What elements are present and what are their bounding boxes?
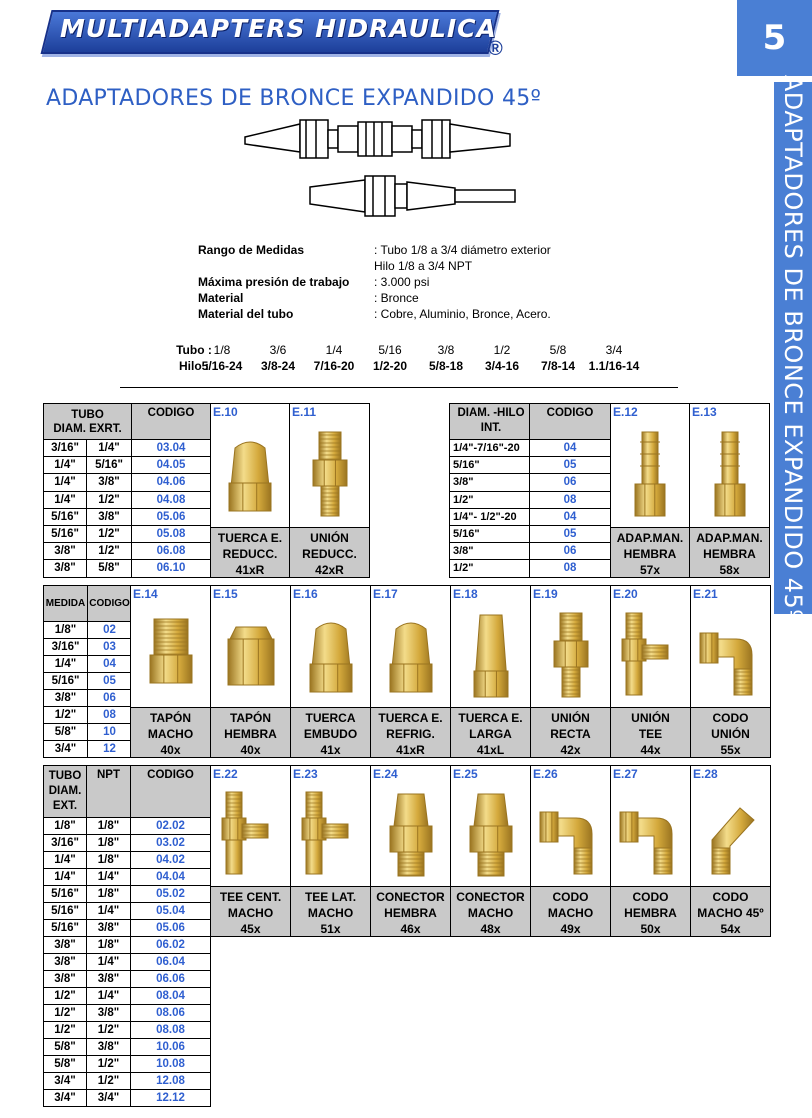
table-cell: 03.02 xyxy=(131,835,211,852)
brand-logo-text: MULTIADAPTERS HIDRAULICA xyxy=(60,14,497,43)
spec-label: Máxima presión de trabajo xyxy=(198,275,350,289)
caption-line: 51x xyxy=(320,922,341,936)
product-code: E.10 xyxy=(213,405,238,419)
table-cell: 06 xyxy=(530,543,611,560)
product-code: E.25 xyxy=(453,767,478,781)
product-card-e12[interactable] xyxy=(610,403,690,578)
product-caption xyxy=(290,527,369,577)
column-header: CODIGO xyxy=(530,404,611,440)
tubo-size: 5/8 xyxy=(549,343,567,357)
table-cell: 1/4" xyxy=(44,492,87,509)
table-cell: 10 xyxy=(88,724,132,741)
table-cell: 3/8" xyxy=(87,971,131,988)
tubo-label: Tubo : xyxy=(176,343,212,357)
table-cell: 1/4" xyxy=(44,869,87,886)
caption-line: 46x xyxy=(400,922,421,936)
product-code: E.14 xyxy=(133,587,158,601)
elbow-icon xyxy=(691,602,770,707)
barb-icon xyxy=(611,420,689,527)
tubo-size: 1/2 xyxy=(493,343,511,357)
product-caption xyxy=(211,886,290,936)
product-card-e25[interactable] xyxy=(450,765,531,937)
hilo-size: 1.1/16-14 xyxy=(588,359,640,373)
table-cell: 5/16" xyxy=(450,457,530,474)
table-cell: 02.02 xyxy=(131,818,211,835)
table-cell: 05.06 xyxy=(132,509,211,526)
product-card-e27[interactable] xyxy=(610,765,691,937)
product-code: E.11 xyxy=(292,405,317,419)
caption-line: UNIÓN xyxy=(551,711,590,725)
table-cell: 1/4" xyxy=(44,457,87,474)
product-caption xyxy=(371,707,450,757)
tubo-size: 1/8 xyxy=(213,343,231,357)
table-cell: 02 xyxy=(88,622,132,639)
divider-line xyxy=(120,387,678,388)
table-cell: 10.08 xyxy=(131,1056,211,1073)
table-cell: 5/16" xyxy=(450,526,530,543)
table-cell: 08 xyxy=(88,707,132,724)
caption-line: TAPÓN xyxy=(149,711,192,725)
union-icon xyxy=(290,420,369,527)
table-cell: 04 xyxy=(530,509,611,526)
caption-line: CODO xyxy=(712,890,749,904)
fitting-assembly-drawing xyxy=(240,112,530,222)
caption-line: MACHO xyxy=(547,906,594,920)
hilo-size: 1/2-20 xyxy=(372,359,408,373)
table-cell: 5/16" xyxy=(44,920,87,937)
table-cell: 05 xyxy=(530,526,611,543)
product-code: E.16 xyxy=(293,587,318,601)
table-cell: 1/8" xyxy=(87,835,131,852)
nut-icon xyxy=(291,602,370,707)
cap-icon xyxy=(211,602,290,707)
caption-line: ADAP.MAN. xyxy=(696,531,763,545)
table-cell: 04 xyxy=(530,440,611,457)
product-card-e16[interactable] xyxy=(290,585,371,758)
product-card-e24[interactable] xyxy=(370,765,451,937)
caption-line: TUERCA E. xyxy=(217,531,283,545)
product-code: E.22 xyxy=(213,767,238,781)
caption-line: HEMBRA xyxy=(703,547,756,561)
table-cell: 3/8" xyxy=(450,474,530,491)
table-cell: 05.02 xyxy=(131,886,211,903)
table-cell: 3/16" xyxy=(44,835,87,852)
table-cell: 3/8" xyxy=(44,954,87,971)
table-cell: 1/2" xyxy=(87,492,132,509)
table-cell: 1/2" xyxy=(44,988,87,1005)
table-cell: 3/8" xyxy=(87,1039,131,1056)
product-caption xyxy=(291,707,370,757)
caption-line: CODO xyxy=(632,890,669,904)
caption-line: TEE CENT. xyxy=(219,890,282,904)
product-caption xyxy=(531,707,610,757)
table-cell: 3/8" xyxy=(87,1005,131,1022)
table-cell: 10.06 xyxy=(131,1039,211,1056)
product-caption xyxy=(611,886,690,936)
tubo-size: 3/4 xyxy=(605,343,623,357)
caption-line: TUERCA E. xyxy=(458,711,523,725)
size-code-table xyxy=(43,585,132,758)
caption-line: REDUCC. xyxy=(222,547,278,561)
caption-line: LARGA xyxy=(469,727,512,741)
table-cell: 1/2" xyxy=(87,1022,131,1039)
table-cell: 1/4"- 1/2"-20 xyxy=(450,509,530,526)
table-cell: 3/4" xyxy=(44,1073,87,1090)
column-header: CODIGO xyxy=(88,586,132,622)
product-code: E.27 xyxy=(613,767,638,781)
table-cell: 04.05 xyxy=(132,457,211,474)
table-cell: 1/8" xyxy=(87,937,131,954)
caption-line: HEMBRA xyxy=(624,906,677,920)
product-caption xyxy=(611,527,689,577)
nut-icon xyxy=(211,420,289,527)
table-cell: 08.04 xyxy=(131,988,211,1005)
table-cell: 3/16" xyxy=(44,440,87,457)
caption-line: MACHO 45º xyxy=(697,906,764,920)
table-cell: 06.02 xyxy=(131,937,211,954)
table-cell: 08 xyxy=(530,492,611,509)
table-cell: 1/8" xyxy=(87,818,131,835)
hilo-size: 5/16-24 xyxy=(201,359,243,373)
caption-line: CONECTOR xyxy=(456,890,525,904)
caption-line: 40x xyxy=(160,743,181,757)
caption-line: MACHO xyxy=(467,906,514,920)
caption-line: ADAP.MAN. xyxy=(616,531,684,545)
product-card-e18[interactable] xyxy=(450,585,531,758)
product-card-e23[interactable] xyxy=(290,765,371,937)
caption-line: 45x xyxy=(240,922,261,936)
product-card-e21[interactable] xyxy=(690,585,771,758)
caption-line: 55x xyxy=(720,743,741,757)
caption-line: 48x xyxy=(480,922,501,936)
table-cell: 3/8" xyxy=(450,543,530,560)
tube-reduction-table xyxy=(43,403,211,578)
table-cell: 05.06 xyxy=(131,920,211,937)
table-cell: 05.08 xyxy=(132,526,211,543)
column-header: MEDIDA xyxy=(44,586,88,622)
product-card-e20[interactable] xyxy=(610,585,691,758)
table-cell: 1/4" xyxy=(87,903,131,920)
table-cell: 3/8" xyxy=(44,690,88,707)
product-caption xyxy=(691,707,770,757)
product-card-e26[interactable] xyxy=(530,765,611,937)
connector-icon xyxy=(451,782,530,886)
caption-line: 42x xyxy=(560,743,581,757)
table-cell: 3/8" xyxy=(44,971,87,988)
caption-line: TEE xyxy=(638,727,663,741)
caption-line: RECTA xyxy=(550,727,591,741)
barb-icon xyxy=(690,420,769,527)
table-cell: 08 xyxy=(530,560,611,577)
table-cell: 1/4" xyxy=(44,474,87,491)
section-number-tab: 5 xyxy=(737,0,812,76)
table-cell: 06 xyxy=(530,474,611,491)
product-card-e10[interactable] xyxy=(210,403,290,578)
section-side-title: ADAPTADORES DE BRONCE EXPANDIDO 45º xyxy=(779,74,807,622)
table-cell: 12 xyxy=(88,741,132,758)
product-caption xyxy=(211,707,290,757)
elbow-icon xyxy=(531,782,610,886)
column-header: CODIGO xyxy=(131,766,211,818)
connector-icon xyxy=(371,782,450,886)
product-code: E.13 xyxy=(692,405,717,419)
table-cell: 5/16" xyxy=(87,457,132,474)
caption-line: HEMBRA xyxy=(384,906,437,920)
hilo-size: 7/16-20 xyxy=(313,359,355,373)
caption-line: EMBUDO xyxy=(303,727,358,741)
product-card-e11[interactable] xyxy=(289,403,370,578)
caption-line: MACHO xyxy=(147,727,194,741)
table-cell: 06 xyxy=(88,690,132,707)
spec-value: : Cobre, Aluminio, Bronce, Acero. xyxy=(374,307,551,321)
tubo-size: 3/6 xyxy=(269,343,287,357)
table-cell: 06.04 xyxy=(131,954,211,971)
column-header xyxy=(44,404,132,440)
product-code: E.12 xyxy=(613,405,638,419)
thread-code-table xyxy=(449,403,611,578)
table-cell: 03.04 xyxy=(132,440,211,457)
product-code: E.19 xyxy=(533,587,558,601)
registered-mark: ® xyxy=(488,38,503,60)
table-cell: 1/8" xyxy=(44,818,87,835)
table-cell: 05.04 xyxy=(131,903,211,920)
column-header: NPT xyxy=(87,766,131,818)
spec-value: : Bronce xyxy=(374,291,419,305)
table-cell: 1/2" xyxy=(87,526,132,543)
caption-line: 41x xyxy=(320,743,341,757)
table-cell: 5/8" xyxy=(44,1039,87,1056)
product-caption xyxy=(531,886,610,936)
caption-line: 54x xyxy=(720,922,741,936)
spec-value: Hilo 1/8 a 3/4 NPT xyxy=(374,259,473,273)
table-cell: 05 xyxy=(530,457,611,474)
spec-value: : 3.000 psi xyxy=(374,275,430,289)
caption-line: CODO xyxy=(712,711,749,725)
table-cell: 04.02 xyxy=(131,852,211,869)
product-code: E.28 xyxy=(693,767,718,781)
table-cell: 08.06 xyxy=(131,1005,211,1022)
product-code: E.18 xyxy=(453,587,478,601)
table-cell: 1/4" xyxy=(44,852,87,869)
table-cell: 06.06 xyxy=(131,971,211,988)
tube-npt-code-table xyxy=(43,765,211,1107)
table-cell: 1/4" xyxy=(87,954,131,971)
caption-line: 41xR xyxy=(396,743,425,757)
table-cell: 1/2" xyxy=(450,560,530,577)
table-cell: 1/4"-7/16"-20 xyxy=(450,440,530,457)
caption-line: 40x xyxy=(240,743,261,757)
table-cell: 5/16" xyxy=(44,526,87,543)
product-code: E.17 xyxy=(373,587,398,601)
table-cell: 3/8" xyxy=(44,560,87,577)
table-cell: 3/8" xyxy=(87,474,132,491)
table-cell: 1/2" xyxy=(450,492,530,509)
table-cell: 5/8" xyxy=(87,560,132,577)
elbow-icon xyxy=(611,782,690,886)
caption-line: 50x xyxy=(640,922,661,936)
long-nut-icon xyxy=(451,602,530,707)
caption-line: 57x xyxy=(639,563,661,577)
spec-value: : Tubo 1/8 a 3/4 diámetro exterior xyxy=(374,243,551,257)
table-cell: 1/2" xyxy=(87,1056,131,1073)
column-header: TUBO DIAM. EXT. xyxy=(44,766,87,818)
table-cell: 5/16" xyxy=(44,903,87,920)
caption-line: HEMBRA xyxy=(623,547,677,561)
table-cell: 3/4" xyxy=(87,1090,131,1107)
hilo-size: 3/8-24 xyxy=(260,359,296,373)
caption-line: 41xL xyxy=(476,743,505,757)
table-cell: 08.08 xyxy=(131,1022,211,1039)
caption-line: 41xR xyxy=(235,563,265,577)
table-cell: 1/2" xyxy=(44,1022,87,1039)
table-cell: 5/16" xyxy=(44,509,87,526)
table-cell: 12.08 xyxy=(131,1073,211,1090)
caption-line: UNIÓN xyxy=(711,727,750,741)
table-cell: 1/4" xyxy=(87,440,132,457)
table-cell: 3/8" xyxy=(44,543,87,560)
table-cell: 1/4" xyxy=(87,988,131,1005)
product-code: E.23 xyxy=(293,767,318,781)
table-cell: 1/4" xyxy=(87,869,131,886)
tubo-size: 1/4 xyxy=(325,343,343,357)
caption-line: REDUCC. xyxy=(302,547,357,561)
product-code: E.21 xyxy=(693,587,718,601)
product-card-e28[interactable] xyxy=(690,765,771,937)
table-cell: 1/2" xyxy=(87,1073,131,1090)
product-card-e19[interactable] xyxy=(530,585,611,758)
tee-icon xyxy=(211,782,290,886)
tee-icon xyxy=(611,602,690,707)
table-cell: 05 xyxy=(88,673,132,690)
table-cell: 04.06 xyxy=(132,474,211,491)
table-cell: 1/2" xyxy=(44,1005,87,1022)
product-caption xyxy=(451,886,530,936)
spec-label: Material del tubo xyxy=(198,307,294,321)
caption-line: CONECTOR xyxy=(376,890,445,904)
table-cell: 04.08 xyxy=(132,492,211,509)
caption-line: TUERCA E. xyxy=(378,711,443,725)
tubo-size: 5/16 xyxy=(378,343,402,357)
product-code: E.24 xyxy=(373,767,398,781)
caption-line: CODO xyxy=(552,890,589,904)
product-card-e17[interactable] xyxy=(370,585,451,758)
product-caption xyxy=(371,886,450,936)
tee-icon xyxy=(291,782,370,886)
product-code: E.20 xyxy=(613,587,638,601)
spec-label: Material xyxy=(198,291,244,305)
table-cell: 3/8" xyxy=(87,509,132,526)
plug-icon xyxy=(131,602,210,707)
caption-line: TEE LAT. xyxy=(304,890,357,904)
caption-line: 58x xyxy=(719,563,740,577)
hilo-label: Hilo : xyxy=(179,359,209,373)
table-cell: 5/16" xyxy=(44,673,88,690)
tubo-size: 3/8 xyxy=(437,343,455,357)
spec-label: Rango de Medidas xyxy=(198,243,305,257)
caption-line: TUERCA xyxy=(305,711,356,725)
table-cell: 3/4" xyxy=(44,1090,87,1107)
union-icon xyxy=(531,602,610,707)
caption-line: 49x xyxy=(560,922,581,936)
table-cell: 06.08 xyxy=(132,543,211,560)
caption-line: UNIÓN xyxy=(631,711,670,725)
product-caption xyxy=(291,886,370,936)
table-cell: 3/8" xyxy=(44,937,87,954)
column-header: CODIGO xyxy=(132,404,211,440)
product-caption xyxy=(131,707,210,757)
caption-line: UNIÓN xyxy=(310,531,349,545)
table-cell: 1/8" xyxy=(44,622,88,639)
page-title: ADAPTADORES DE BRONCE EXPANDIDO 45º xyxy=(46,86,542,111)
table-cell: 03 xyxy=(88,639,132,656)
table-cell: 5/16" xyxy=(44,886,87,903)
table-cell: 04.04 xyxy=(131,869,211,886)
caption-line: MACHO xyxy=(307,906,354,920)
product-card-e13[interactable] xyxy=(689,403,770,578)
hilo-size: 7/8-14 xyxy=(540,359,576,373)
nut-icon xyxy=(371,602,450,707)
product-caption xyxy=(451,707,530,757)
hilo-size: 3/4-16 xyxy=(484,359,520,373)
table-cell: 5/8" xyxy=(44,724,88,741)
table-cell: 3/4" xyxy=(44,741,88,758)
table-cell: 3/16" xyxy=(44,639,88,656)
product-caption xyxy=(611,707,690,757)
table-cell: 06.10 xyxy=(132,560,211,577)
caption-line: REFRIG. xyxy=(386,727,435,741)
elbow-45-icon xyxy=(691,782,770,886)
table-cell: 12.12 xyxy=(131,1090,211,1107)
column-header: DIAM. -HILO INT. xyxy=(450,404,530,440)
product-caption xyxy=(211,527,289,577)
product-caption xyxy=(690,527,769,577)
table-cell: 3/8" xyxy=(87,920,131,937)
product-card-e15[interactable] xyxy=(210,585,291,758)
table-cell: 1/8" xyxy=(87,852,131,869)
table-cell: 1/2" xyxy=(87,543,132,560)
product-card-e22[interactable] xyxy=(210,765,291,937)
caption-line: HEMBRA xyxy=(224,727,277,741)
column-header-text: TUBO DIAM. EXRT. xyxy=(53,408,122,435)
product-code: E.15 xyxy=(213,587,238,601)
product-card-e14[interactable] xyxy=(130,585,211,758)
table-cell: 1/8" xyxy=(87,886,131,903)
product-code: E.26 xyxy=(533,767,558,781)
table-cell: 1/2" xyxy=(44,707,88,724)
caption-line: TAPÓN xyxy=(229,711,272,725)
table-cell: 04 xyxy=(88,656,132,673)
hilo-size: 5/8-18 xyxy=(428,359,464,373)
caption-line: 42xR xyxy=(315,563,344,577)
caption-line: MACHO xyxy=(227,906,274,920)
caption-line: 44x xyxy=(640,743,661,757)
product-caption xyxy=(691,886,770,936)
table-cell: 1/4" xyxy=(44,656,88,673)
table-cell: 5/8" xyxy=(44,1056,87,1073)
